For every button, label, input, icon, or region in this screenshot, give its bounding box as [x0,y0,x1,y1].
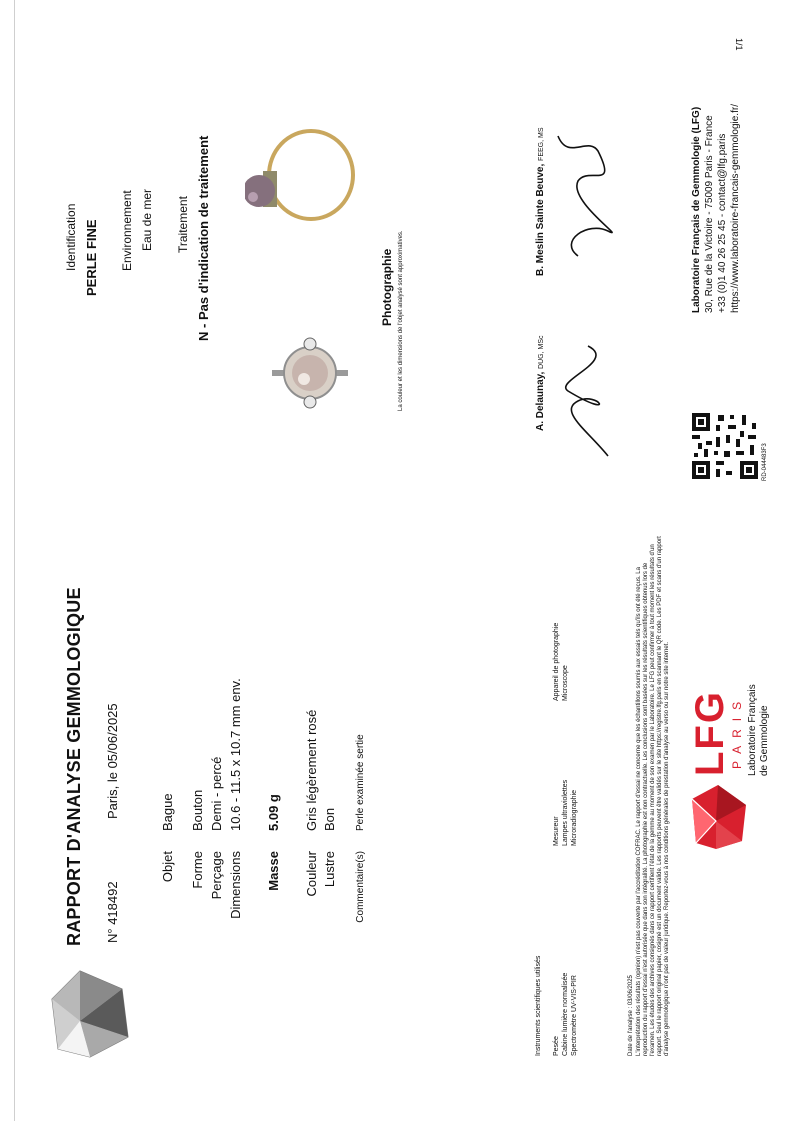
pearl-ring-photo-front [270,330,350,416]
instrument-item: Microscope [562,665,569,701]
field-label-dimensions: Dimensions [228,851,243,919]
lfg-gem-logo-icon [690,783,748,851]
identification-value: PERLE FINE [84,219,99,296]
lfg-city: PARIS [730,693,744,769]
instrument-item: Cabine lumière normalisée [562,972,569,1056]
qr-code-icon [690,411,760,481]
signature-2-image [548,131,638,261]
lab-address-block [690,104,742,313]
signatory-2-title: FEEG, MS [538,127,545,161]
instrument-item: Microradiographie [571,789,578,846]
treatment-value: N - Pas d'indication de traitement [196,135,211,341]
identification-label: Identification [64,203,78,271]
signatory-1 [535,335,546,431]
field-label-objet: Objet [160,851,175,883]
legal-text: L'interprétation des résultats (opinion) n'est pas couverte par l'accréditation COFRAC. Le rapport d'essai ne concerne que les échantillons soumis aux essais tels qu'ils ont été reçus. La reproduction du rapport d'essai n'est autorisée que dans son intégralité. La photographie est non contractuelle. Les conclusions sont basées sur les résultats scientifiques obtenus lors de l'examen. Les études des archives consignés dans ce rapport certifient l'état de la gemme au moment de son examen par le Laboratoire. Le LFG peut confirmer à tout moment les résultats d'un rapport. Seul le rapport original papier, cosigné est un document valide. Les rapports peuvent être validés sur le site https://registre.lfg.paris en scannant le QR code. Les PDF et scans d'un rapport d'analyse gemmologique n'ont pas de valeur juridique. Reportez-vous à nos conditions générales de prestation d'analyse au verso ou sur notre site internet. [636,536,670,1056]
treatment-label: Traitement [176,196,190,253]
address-line: Laboratoire Français de Gemmologie (LFG) [691,106,702,313]
lfg-acronym: LFG [688,690,732,776]
qr-code-id: RD-044483F3 [762,443,768,481]
field-label-commentaires: Commentaire(s) [355,851,366,923]
instrument-item: Pesée [553,1036,560,1056]
photo-note: La couleur et les dimensions de l'objet analysé sont approximatives. [398,230,404,411]
page-number: 1/1 [734,38,744,51]
report-place-date: Paris, le 05/06/2025 [105,703,120,819]
signatory-2-name: B. Meslin Sainte Beuve, [535,163,546,276]
environment-value: Eau de mer [140,188,154,251]
signature-1-image [548,341,628,461]
instruments-column-1 [552,906,579,1056]
instrument-item: Mesureur [553,816,560,846]
lfg-name-line-1: Laboratoire Français [747,684,758,776]
field-label-lustre: Lustre [322,851,337,888]
field-value-couleur: Gris légèrement rosé [304,709,319,831]
signatory-1-title: DUG, MSc [538,335,545,369]
signatory-1-name: A. Delaunay, [535,371,546,431]
photo-label: Photographie [380,248,394,326]
instrument-item: Appareil de photographie [553,622,560,701]
analysis-date: Date de l'analyse : 03/06/2025 [628,975,634,1056]
field-value-commentaires: Perle examinée sertie [355,734,366,831]
pearl-ring-photo-side [245,121,365,241]
instruments-column-2 [552,780,579,846]
instruments-heading: Instruments scientifiques utilisés [535,955,542,1056]
signatory-2 [535,128,546,277]
field-value-masse: 5.09 g [266,794,281,831]
field-value-dimensions: 10.6 - 11.5 x 10.7 mm env. [228,678,243,831]
field-label-masse: Masse [266,851,281,891]
environment-label: Environnement [120,190,134,271]
field-label-couleur: Couleur [304,851,319,897]
instruments-column-3 [552,623,570,701]
field-value-objet: Bague [160,793,175,831]
field-label-forme: Forme [190,851,205,889]
report-title: RAPPORT D'ANALYSE GEMMOLOGIQUE [64,587,84,946]
lfg-name-line-2: de Gemmologie [759,705,770,776]
field-value-forme: Bouton [190,789,205,831]
field-value-lustre: Bon [322,807,337,831]
instrument-item: Spectromètre UV-VIS-PIR [571,975,578,1056]
field-value-percage: Demi - percé [209,756,224,831]
report-number: N° 418492 [105,881,120,943]
field-label-percage: Perçage [209,851,224,900]
diamond-logo-icon [50,967,130,1059]
address-line: https://www.laboratoire-francais-gemmologie.fr/ [730,104,741,313]
instrument-item: Lampes ultraviolettes [562,779,569,846]
address-line: 30, Rue de la Victoire - 75009 Paris - France [704,115,715,313]
address-line: +33 (0)1 40 26 25 45 - contact@lfg.paris [717,133,728,313]
